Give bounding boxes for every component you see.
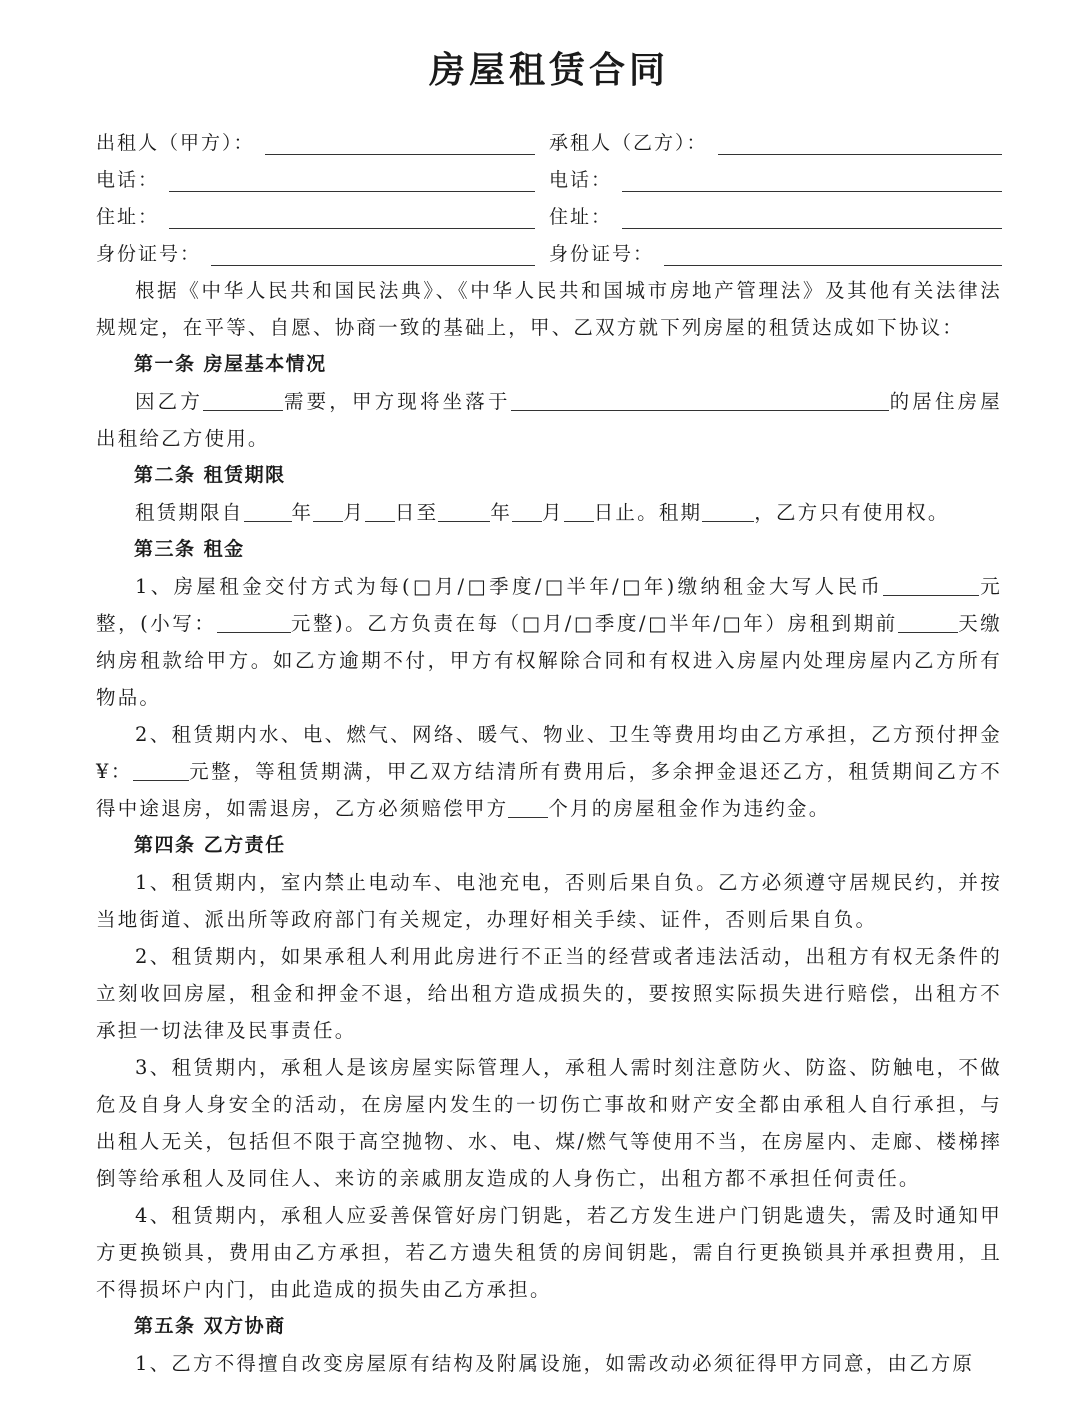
- art1-text-1: 因乙方: [135, 390, 203, 413]
- lessor-phone-field: [96, 165, 549, 192]
- party-row-phone: [96, 155, 1002, 192]
- start-year-blank: [244, 502, 292, 523]
- end-day-blank: [564, 502, 594, 523]
- article-2-paragraph: [96, 494, 1002, 531]
- lessee-name-blank: [718, 132, 1002, 155]
- art3-p1-text-4: 天缴纳房租款给甲方。如乙方逾期不付，甲方有权解除合同和有权进入房屋内处理房屋内乙方所有物品。: [96, 612, 1003, 709]
- article-5-heading: 第五条 双方协商: [134, 1315, 286, 1337]
- lessee-label: 承租人（乙方）：: [549, 132, 708, 154]
- article-4-paragraph-2: 2、租赁期内，如果承租人利用此房进行不正当的经营或者违法活动，出租方有权无条件的立刻收回房屋，租金和押金不退，给出租方造成损失的，要按照实际损失进行赔偿，出租方不承担一切法律及民事责任。: [96, 945, 1002, 1042]
- lessor-phone-blank: [169, 169, 535, 192]
- lessee-id-label: 身份证号：: [549, 243, 655, 265]
- art2-text-6: 月: [542, 501, 564, 524]
- lessee-id-blank: [664, 243, 1002, 266]
- lessor-name-field: [96, 128, 549, 155]
- art3-p2-text-2: 元整，等租赁期满，甲乙双方结清所有费用后，多余押金退还乙方，租赁期间乙方不得中途退房，如需退房，乙方必须赔偿甲方: [96, 760, 1002, 820]
- penalty-months-blank: [508, 798, 548, 819]
- lessor-address-field: [96, 202, 549, 229]
- reason-blank: [203, 391, 283, 412]
- deposit-blank: [133, 761, 189, 782]
- article-2-heading: 第二条 租赁期限: [134, 464, 286, 486]
- art3-p1-text-3: 元整)。乙方负责在每（□月/□季度/□半年/□年）房租到期前: [290, 612, 898, 635]
- lessee-address-field: [549, 202, 1002, 229]
- property-location-blank: [511, 391, 889, 412]
- lessor-label: 出租人（甲方）：: [96, 132, 255, 154]
- art1-text-2: 需要，甲方现将坐落于: [283, 390, 511, 413]
- lessee-name-field: [549, 128, 1002, 155]
- lessee-phone-blank: [622, 169, 1002, 192]
- art2-text-4: 日至: [394, 501, 439, 524]
- preamble-paragraph: 根据《中华人民共和国民法典》、《中华人民共和国城市房地产管理法》及其他有关法律法规规定，在平等、自愿、协商一致的基础上，甲、乙双方就下列房屋的租赁达成如下协议：: [96, 279, 1002, 339]
- lessee-phone-label: 电话：: [549, 169, 613, 191]
- art2-text-5: 年: [490, 501, 513, 524]
- article-3-heading: 第三条 租金: [134, 538, 245, 560]
- lessor-phone-label: 电话：: [96, 169, 160, 191]
- art3-p2-text-1: 2、租赁期内水、电、燃气、网络、暖气、物业、卫生等费用均由乙方承担，乙方预付押金¥：: [96, 723, 1002, 783]
- lessor-address-blank: [169, 206, 535, 229]
- end-year-blank: [438, 502, 490, 523]
- lessor-name-blank: [265, 132, 535, 155]
- article-4-paragraph-4: 4、租赁期内，承租人应妥善保管好房门钥匙，若乙方发生进户门钥匙遗失，需及时通知甲方更换锁具，费用由乙方承担，若乙方遗失租赁的房间钥匙，需自行更换锁具并承担费用，且不得损坏户内门，由此造成的损失由乙方承担。: [96, 1204, 1002, 1301]
- lessee-id-field: [549, 239, 1002, 266]
- days-before-blank: [898, 613, 958, 634]
- rent-uppercase-blank: [883, 576, 979, 597]
- lessor-id-field: [96, 239, 549, 266]
- art3-p1-text-1: 1、房屋租金交付方式为每(□月/□季度/□半年/□年)缴纳租金大写人民币: [135, 575, 884, 598]
- start-day-blank: [365, 502, 395, 523]
- lessee-address-blank: [622, 206, 1002, 229]
- contract-body: [96, 272, 1002, 1382]
- article-3-paragraph-2: [96, 716, 1002, 827]
- lessee-address-label: 住址：: [549, 206, 613, 228]
- article-4-paragraph-3: 3、租赁期内，承租人是该房屋实际管理人，承租人需时刻注意防火、防盗、防触电，不做危及自身人身安全的活动，在房屋内发生的一切伤亡事故和财产安全都由承租人自行承担，与出租人无关，包括但不限于高空抛物、水、电、煤/燃气等使用不当，在房屋内、走廊、楼梯摔倒等给承租人及同住人、来访的亲戚朋友造成的人身伤亡，出租方都不承担任何责任。: [96, 1056, 1002, 1190]
- article-5-paragraph-1: 1、乙方不得擅自改变房屋原有结构及附属设施，如需改动必须征得甲方同意，由乙方原: [135, 1352, 975, 1375]
- art3-p2-text-3: 个月的房屋租金作为违约金。: [548, 797, 831, 820]
- rent-lowercase-blank: [217, 613, 291, 634]
- lessor-address-label: 住址：: [96, 206, 160, 228]
- party-row-name: [96, 118, 1002, 155]
- art2-text-1: 租赁期限自: [135, 501, 244, 524]
- article-1-heading: 第一条 房屋基本情况: [134, 353, 327, 375]
- lessor-id-label: 身份证号：: [96, 243, 202, 265]
- party-row-address: [96, 192, 1002, 229]
- art2-text-2: 年: [291, 501, 314, 524]
- lessor-id-blank: [211, 243, 535, 266]
- art1-text-3: 的居住房屋出租给乙方使用。: [96, 390, 1002, 450]
- art3-p1-text-2: 元整，(小写：: [96, 575, 1002, 635]
- art2-text-8: ，乙方只有使用权。: [754, 501, 950, 524]
- art2-text-3: 月: [343, 501, 365, 524]
- party-info-section: [96, 118, 1002, 266]
- lessee-phone-field: [549, 165, 1002, 192]
- end-month-blank: [512, 502, 542, 523]
- article-4-paragraph-1: 1、租赁期内，室内禁止电动车、电池充电，否则后果自负。乙方必须遵守居规民约，并按当地街道、派出所等政府部门有关规定，办理好相关手续、证件，否则后果自负。: [96, 871, 1002, 931]
- party-row-id: [96, 229, 1002, 266]
- article-1-paragraph: [96, 383, 1002, 457]
- article-3-paragraph-1: [96, 568, 1002, 716]
- lease-term-blank: [702, 502, 754, 523]
- art2-text-7: 日止。租期: [593, 501, 703, 524]
- start-month-blank: [313, 502, 343, 523]
- document-title: 房屋租赁合同: [428, 50, 669, 91]
- article-4-heading: 第四条 乙方责任: [134, 834, 286, 856]
